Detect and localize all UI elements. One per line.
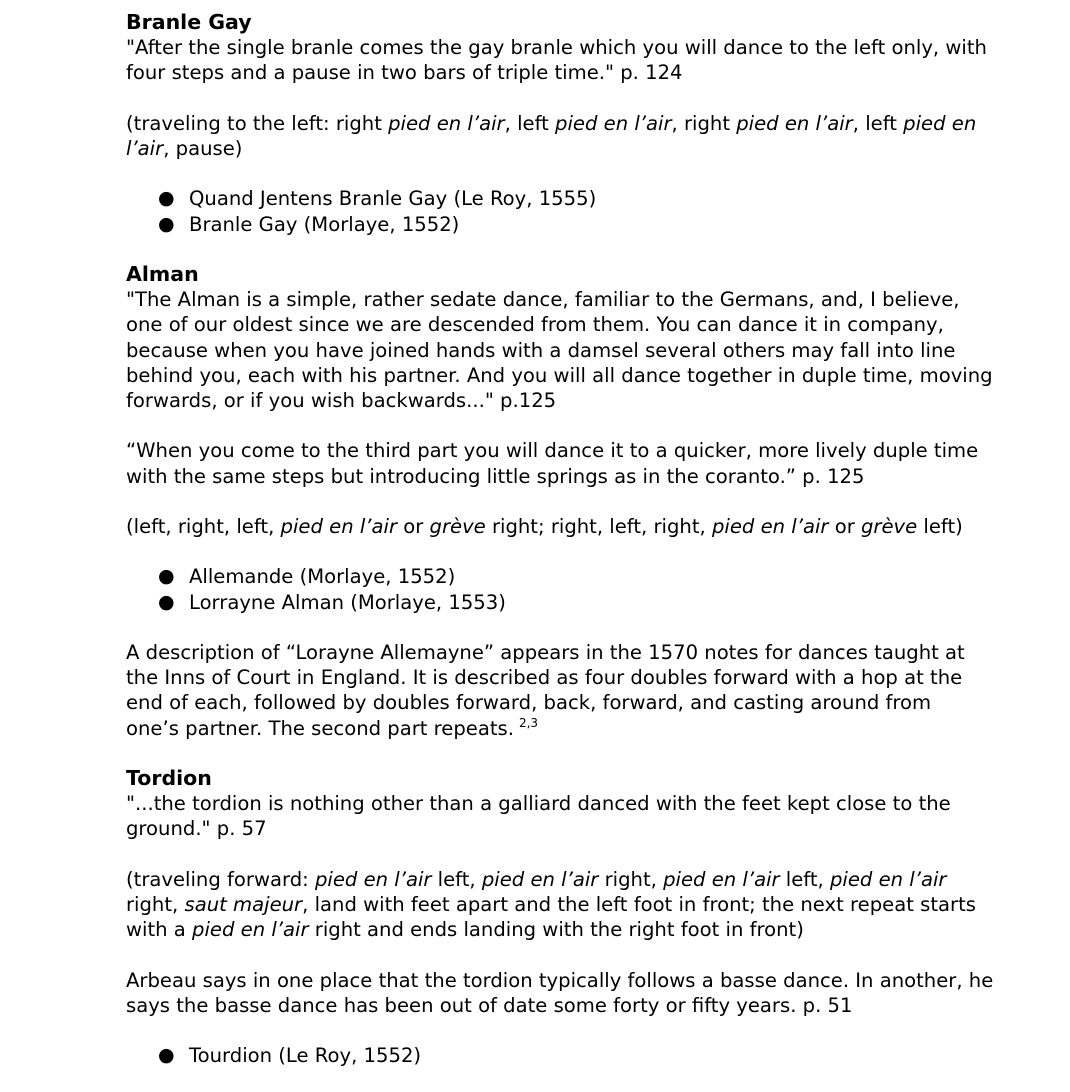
spacer <box>126 1018 956 1043</box>
tordion-steps-line: with a pied en l’air right and ends landing with the right foot in front) <box>126 918 804 942</box>
tordion-steps-line: (traveling forward: pied en l’air left, pied en l’air right, pied en l’air left, pied en l’air <box>126 867 947 891</box>
alman-description-line: A description of “Lorayne Allemayne” appears in the 1570 notes for dances taught at <box>126 640 965 664</box>
spacer <box>126 615 956 640</box>
alman-description-line: one’s partner. The second part repeats. $^{2,3}$ <box>126 715 539 740</box>
alman-steps-line: (left, right, left, pied en l’air or grève right; right, left, right, pied en l’air or grève left) <box>126 514 963 538</box>
bullet-icon: ● <box>158 212 175 235</box>
spacer <box>126 842 956 867</box>
heading-branle-gay: Branle Gay <box>126 10 252 34</box>
tordion-steps-line: right, saut majeur, land with feet apart and the left foot in front; the next repeat starts <box>126 892 976 916</box>
branle-gay-music-list <box>126 186 956 236</box>
document-page <box>126 10 994 1068</box>
branle-gay-steps-line: (traveling to the left: right pied en l’air, left pied en l’air, right pied en l’air, left pied en <box>126 111 977 135</box>
alman-quote-line: one of our oldest since we are descended from them. You can dance it in company, <box>126 313 944 337</box>
branle-gay-quote-line: four steps and a pause in two bars of triple time." p. 124 <box>126 61 683 85</box>
spacer <box>126 161 956 186</box>
spacer <box>126 489 956 514</box>
alman-description-line: the Inns of Court in England. It is described as four doubles forward with a hop at the <box>126 666 963 690</box>
tordion-music-list <box>126 1043 956 1068</box>
heading-alman: Alman <box>126 261 199 286</box>
spacer <box>126 942 956 967</box>
tordion-quote-line: ground." p. 57 <box>126 817 267 841</box>
spacer <box>126 413 956 438</box>
branle-gay-steps-line: l’air, pause) <box>126 137 243 160</box>
tordion-arbeau-line: Arbeau says in one place that the tordion typically follows a basse dance. In another, he <box>126 968 994 992</box>
bullet-icon: ● <box>158 1044 175 1067</box>
bullet-icon: ● <box>158 187 175 210</box>
list-item: ● Allemande (Morlaye, 1552) <box>158 565 456 589</box>
tordion-arbeau-line: says the basse dance has been out of date some forty or fifty years. p. 51 <box>126 993 853 1017</box>
alman-quote2-line: “When you come to the third part you will dance it to a quicker, more lively duple time <box>126 439 979 463</box>
footnote-ref: 2,3 <box>518 715 539 730</box>
alman-music-list <box>126 564 956 614</box>
spacer <box>126 237 956 262</box>
branle-gay-quote-line: "After the single branle comes the gay branle which you will dance to the left only, with <box>126 36 987 60</box>
list-item: ● Lorrayne Alman (Morlaye, 1553) <box>158 590 506 614</box>
spacer <box>126 539 956 564</box>
list-item: ● Quand Jentens Branle Gay (Le Roy, 1555) <box>158 187 597 211</box>
alman-quote-line: because when you have joined hands with a damsel several others may fall into line <box>126 338 956 362</box>
tordion-quote-line: "...the tordion is nothing other than a galliard danced with the feet kept close to the <box>126 792 951 816</box>
bullet-icon: ● <box>158 565 175 588</box>
list-item: ● Branle Gay (Morlaye, 1552) <box>158 212 460 236</box>
alman-quote2-line: with the same steps but introducing little springs as in the coranto.” p. 125 <box>126 464 865 488</box>
alman-quote-line: "The Alman is a simple, rather sedate dance, familiar to the Germans, and, I believe, <box>126 288 960 312</box>
list-item: ● Tourdion (Le Roy, 1552) <box>158 1044 422 1068</box>
spacer <box>126 86 956 111</box>
alman-quote-line: behind you, each with his partner. And you will all dance together in duple time, moving <box>126 363 993 387</box>
bullet-icon: ● <box>158 590 175 613</box>
alman-quote-line: forwards, or if you wish backwards..." p.125 <box>126 389 557 412</box>
spacer <box>126 741 956 766</box>
heading-tordion: Tordion <box>126 765 212 790</box>
alman-description-line: end of each, followed by doubles forward, back, forward, and casting around from <box>126 691 932 715</box>
